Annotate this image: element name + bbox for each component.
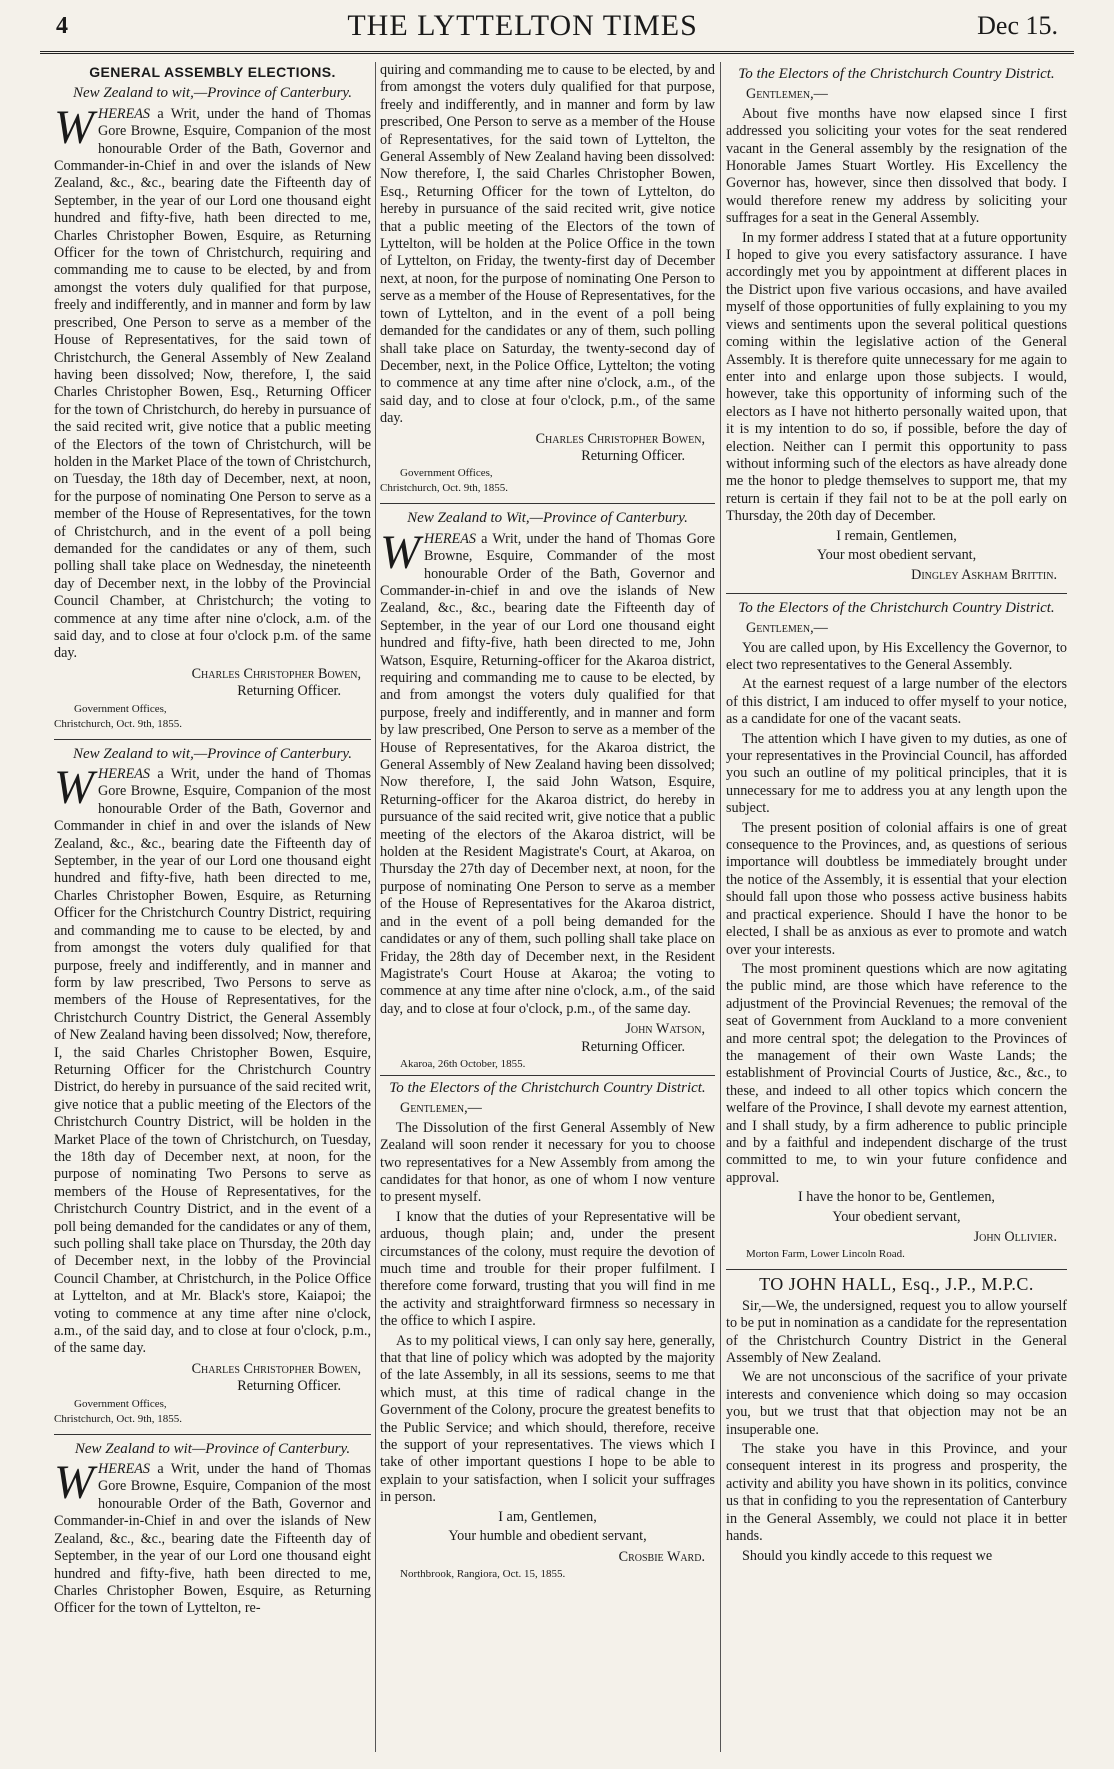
drop-cap: W [380, 525, 420, 579]
notice-lyttelton-continued [380, 62, 715, 495]
address-ollivier [726, 600, 1067, 1262]
signature-title: Returning Officer. [581, 1038, 685, 1055]
notice-footer: Christchurch, Oct. 9th, 1855. [54, 1412, 183, 1425]
notice-footer: Government Offices, [74, 702, 167, 715]
notice-body [54, 1456, 371, 1618]
separator-rule [54, 1434, 371, 1435]
notice-lyttelton-town [54, 1441, 371, 1618]
notice-christchurch-country [54, 746, 371, 1426]
requisition-paragraph: The stake you have in this Province, and your consequent interest in its progress and prosperity, the activity and ability you have shown in its politics, convince us that in confiding to you the representation of Canterbury in the General Assembly, we could not place it in better hands. [726, 1441, 1067, 1545]
signature-title: Returning Officer. [237, 683, 341, 700]
requisition-john-hall [726, 1276, 1067, 1565]
address-heading: To the Electors of the Christchurch Country District. [738, 66, 1055, 82]
closing-line: I am, Gentlemen, [498, 1508, 597, 1525]
address-crosbie-ward [380, 1080, 715, 1581]
address-paragraph: You are called upon, by His Excellency the Governor, to elect two representatives to the General Assembly. [726, 639, 1067, 673]
address-paragraph: The Dissolution of the first General Assembly of New Zealand will soon render it necessary for you to choose two representatives for a New Assembly from among the candidates for that honor, as one of whom I now venture to present myself. [380, 1119, 715, 1206]
drop-cap: W [54, 100, 94, 154]
address-paragraph: About five months have now elapsed since I first addressed you soliciting your votes for the seat rendered vacant in the General assembly by the resignation of the Honorable James Stuart Wortley. His Excellency the Governor has, however, since then dissolved that body. I would therefore renew my address by soliciting your suffrages for a seat in the General Assembly. [726, 105, 1067, 227]
address-paragraph: The most prominent questions which are now agitating the public mind, are those which have reference to the adjustment of the Provincial Revenues; the removal of the seat of Government from Auckland to a more convenient and more central spot; the delegation to the Provinces of the management of their own Waste Lands; the establishment of Provincial Courts of Justice, &c., &c., to these, and indeed to all other topics which concern the welfare of the Province, I shall devote my earnest attention, and I shall study, by a firm adherence to public principle and by a faithful and independent discharge of the trust committed to me, to win your future confidence and approval. [726, 960, 1067, 1186]
issue-date: Dec 15. [977, 11, 1058, 40]
column-3 [726, 62, 1067, 1752]
address-footer: Morton Farm, Lower Lincoln Road. [746, 1248, 905, 1261]
separator-rule [380, 1075, 715, 1076]
section-title: GENERAL ASSEMBLY ELECTIONS. [89, 64, 336, 80]
masthead-rule [40, 51, 1074, 54]
signature: Charles Christopher Bowen, [191, 665, 361, 682]
notice-text: a Writ, under the hand of Thomas Gore Browne, Esquire, Companion of the most honourable Order of the Bath, Governor and Commander-in-Chief in and over the islands of New Zealand, &c., &c., bearing date the Fifteenth day of September, in the year of our Lord one thousand eight hundred and fifty-five, hath been directed to me, Charles Christopher Bowen, Esquire, as Returning Officer for the town of Lyttelton, re- [54, 1461, 371, 1617]
notice-text: a Writ, under the hand of Thomas Gore Browne, Esquire, Companion of the most honourable Order of the Bath, Governor and Commander-in-Chief in and over the islands of New Zealand, &c., &c., bearing date the Fifteenth day of September, in the year of our Lord one thousand eight hundred and fifty-five, hath been directed to me, Charles Christopher Bowen, Esquire, as Returning Officer for the town of Christchurch, requiring and commanding me to cause to be elected, by and from amongst the voters duly qualified for that purpose, freely and indifferently, and in manner and form by law prescribed, One Person to serve as a member of the House of Representatives, for the said town of Christchurch, the General Assembly of New Zealand having been dissolved; Now, therefore, I, the said Charles Christopher Bowen, Esq., Returning Officer for the town of Christchurch, do hereby in pursuance of the said recited writ, give notice that a public meeting of the Electors of the town of Christchurch, will be holden in the Market Place of the town of Christchurch, on Tuesday, the 18th day of December, next, at noon, for the purpose of nominating One Person to serve as a member of the House of Representatives, for the town of Christchurch, and in the event of a poll being demanded for the candidates or any of them, such polling shall take place on Wednesday, the nineteenth day of December next, in the lobby of the Provincial Council Chamber, at Christchurch; the voting to commence at any time after nine o'clock, a.m. of the said day, and to close at four o'clock p.m. of the same day. [54, 105, 371, 662]
notice-footer: Government Offices, [74, 1397, 167, 1410]
signature: Charles Christopher Bowen, [535, 430, 705, 447]
closing-line: Your obedient servant, [832, 1208, 961, 1225]
lead-word: HEREAS [97, 105, 150, 122]
requisition-paragraph: We are not unconscious of the sacrifice of your private interests and convenience which doing so may occasion you, but we trust that that objection may not be an insuperable one. [726, 1369, 1067, 1438]
salutation: Gentlemen,— [746, 86, 828, 103]
lead-word: HEREAS [97, 1461, 150, 1478]
salutation: Gentlemen,— [400, 1100, 482, 1117]
signature-title: Returning Officer. [581, 447, 685, 464]
signature: Charles Christopher Bowen, [191, 1360, 361, 1377]
notice-footer: Akaroa, 26th October, 1855. [400, 1057, 526, 1070]
notice-footer: Christchurch, Oct. 9th, 1855. [54, 717, 183, 730]
notice-body [54, 100, 371, 663]
column-1 [54, 62, 371, 1752]
address-paragraph: At the earnest request of a large number of the electors of this district, I am induced to offer myself to your notice, as a candidate for one of the vacant seats. [726, 676, 1067, 728]
notice-footer: Government Offices, [400, 467, 493, 480]
separator-rule [54, 739, 371, 740]
notice-text: quiring and commanding me to cause to be elected, by and from amongst the voters duly qualified for that purpose, freely and indifferently, and in manner and form by law prescribed, One Person to serve as a member of the House of Representatives, for the said town of Lyttelton, the General Assembly of New Zealand having been dissolved: Now therefore, I, the said Charles Christopher Bowen, Esq., Returning Officer for the town of Lyttelton, do hereby in pursuance of the said recited writ, give notice that a public meeting of the Electors of the town of Lyttelton, will be holden at the Police Office in the town of Lyttelton, on Friday, the twenty-first day of December next, at noon, for the purpose of nominating One Person to serve as a member of the House of Representatives, for the town of Lyttelton, and in the event of a poll being demanded for the candidates or any of them, such polling shall take place on Saturday, the twenty-second day of December, next, in the Police Office, Lyttelton; the voting to commence at any time after nine o'clock, a.m., of the said day, and to close at four o'clock, p.m., of the same day. [380, 62, 715, 427]
address-heading: To the Electors of the Christchurch Country District. [738, 599, 1055, 616]
notice-heading: New Zealand to wit—Province of Canterbury. [74, 1440, 351, 1457]
separator-rule [726, 1269, 1067, 1270]
lead-word: HEREAS [423, 530, 476, 547]
newspaper-title: THE LYTTELTON TIMES [347, 9, 698, 42]
address-footer: Northbrook, Rangiora, Oct. 15, 1855. [400, 1567, 566, 1580]
notice-body [380, 525, 715, 1018]
closing-line: Your most obedient servant, [816, 546, 977, 563]
notice-heading: New Zealand to wit,—Province of Canterbury. [72, 745, 353, 762]
notice-heading: New Zealand to wit,—Province of Canterbury. [72, 85, 353, 102]
lead-word: HEREAS [97, 766, 150, 783]
closing-line: Your humble and obedient servant, [448, 1528, 647, 1545]
signature: John Watson, [625, 1021, 705, 1038]
column-2 [380, 62, 715, 1752]
signature: Crosbie Ward. [618, 1548, 705, 1565]
address-paragraph: The present position of colonial affairs is one of great consequence to the Provinces, and, as questions of serious importance will doubtless be immediately brought under the notice of the Assembly, it is essential that your election should fall upon those who possess active business habits and practical experience. Should I have the honor to be elected, I shall be as anxious as ever to promote and watch over your interests. [726, 819, 1067, 958]
address-brittin [726, 66, 1067, 585]
signature: John Ollivier. [973, 1229, 1057, 1245]
address-paragraph: I know that the duties of your Representative will be arduous, though plain; and, under the present circumstances of the colony, must require the devotion of much time and trouble for their proper fulfilment. I therefore come forward, trusting that you will find in me the activity and straightforward firmness so necessary in the office to which I aspire. [380, 1208, 715, 1330]
address-paragraph: In my former address I stated that at a future opportunity I hoped to give you every satisfactory assurance. I have accordingly met you by appointment at different places in the District upon five various occasions, and have availed myself of those opportunities of fully explaining to you my views and sentiments upon the several political questions coming within the legislative action of the General Assembly. It is therefore quite unnecessary for me again to enter into and enlarge upon those subjects. I would, however, take this opportunity of informing such of the electors as I have not hitherto personally waited upon, that it is my intention to do so, if possible, before the day of election. Neither can I permit this opportunity to pass without informing such of the electors as have already done me the honor to pledge themselves to support me, that my return is certain if they fail not to be at the poll early on Thursday, the 20th day of December. [726, 229, 1067, 525]
closing-line: I remain, Gentlemen, [836, 527, 957, 544]
column-divider [720, 62, 721, 1752]
page-number: 4 [56, 12, 68, 39]
address-heading: To the Electors of the Christchurch Country District. [389, 1079, 706, 1096]
address-paragraph: The attention which I have given to my duties, as one of your representatives in the Provincial Council, has afforded you such an outline of my political principles, that it is unnecessary for me to address you at any length upon the subject. [726, 730, 1067, 817]
closing-line: I have the honor to be, Gentlemen, [798, 1189, 995, 1206]
notice-text: a Writ, under the hand of Thomas Gore Browne, Esquire, Commander of the most honourable Order of the Bath, Governor and Commander-in-chief in and ove the islands of New Zealand, &c., &c., bearing date the Fifteenth day of September, in the year of our Lord one thousand eight hundred and fifty-five, hath been directed to me, John Watson, Esquire, Returning-officer for the Akaroa district, requiring and commanding me to cause to be elected, by and from amongst the voters duly qualified for that purpose, freely and indifferently, and in manner and form by law prescribed, One Person to serve as a member of the House of Representatives, for the Akaroa district, the General Assembly of New Zealand having been dissolved; Now therefore, I, the said John Watson, Esquire, Returning-officer for the Akaroa district, do hereby in pursuance of the said recited writ, give notice that a public meeting of the electors of the Akaroa district, will be holden at the Resident Magistrate's Court, at Akaroa, on Thursday the 27th day of December next, at noon, for the purpose of nominating One Person to serve as a member of the House of Representatives for the Akaroa district, and in the event of a poll being demanded for the candidates or any of them, such polling shall take place on Friday, the 28th day of December next, in the Resident Magistrate's Court House at Akaroa; the voting to commence at any time after nine o'clock, a.m., of the said day, and to close at four o'clock, p.m., of the same day. [380, 530, 715, 1017]
notice-christchurch-town [54, 85, 371, 730]
column-divider [375, 62, 376, 1752]
drop-cap: W [54, 1456, 94, 1510]
address-paragraph: As to my political views, I can only say here, generally, that that line of policy which was adopted by the majority of the late Assembly, in all its sessions, seems to me that which must, at this time of radical change in the Government of the Colony, procure the greatest benefits to the Public Service; and which should, therefore, receive the support of your representatives. The views which I take of other important questions I hope to be able to explain to your satisfaction, when I solicit your suffrages in person. [380, 1332, 715, 1506]
signature: Dingley Askham Brittin. [911, 567, 1057, 584]
requisition-paragraph: Sir,—We, the undersigned, request you to allow yourself to be put in nomination as a candidate for the representation of the Christchurch Country District in the General Assembly of New Zealand. [726, 1297, 1067, 1367]
notice-footer: Christchurch, Oct. 9th, 1855. [380, 482, 509, 495]
notice-text: a Writ, under the hand of Thomas Gore Browne, Esquire, Companion of the most honourable Order of the Bath, Governor and Commander in chief in and over the islands of New Zealand, &c., &c., bearing date the Fifteenth day of September, in the year of our Lord one thousand eight hundred and fifty-five, hath been directed to me, Charles Christopher Bowen, Esquire, as Returning Officer for the Christchurch Country District, requiring and commanding me to cause to be elected, by and from amongst the voters duly qualified for that purpose, freely and indifferently, and in manner and form by law prescribed, Two Persons to serve as members of the House of Representatives, for the Christchurch Country District, the General Assembly of New Zealand having been dissolved; Now, therefore, I, the said Charles Christopher Bowen, Esquire, Returning Officer for the Christchurch Country District, do hereby in pursuance of the said recited writ, give notice that a public meeting of the Electors of the Christchurch Country District, will be holden in the Market Place of the town of Christchurch, on Tuesday, the 18th day of December next, at noon, for the purpose of nominating Two Persons to serve as members of the House of Representatives, for the Christchurch Country District, and in the event of a poll being demanded for the candidates or any of them, such polling shall take place on Thursday, the 20th day of December next, in the lobby of the Provincial Council Chamber, at Christchurch, in the Police Office at Lyttelton, and at Mr. Black's store, Kaiapoi; the voting to commence at any time after nine o'clock, a.m., of the said day, and to close at four o'clock, p.m., of the same day. [54, 766, 371, 1357]
masthead [56, 6, 1058, 46]
notice-heading: New Zealand to Wit,—Province of Canterbury. [407, 510, 688, 527]
requisition-heading: TO JOHN HALL, Esq., J.P., M.P.C. [759, 1274, 1034, 1295]
separator-rule [726, 593, 1067, 594]
signature-title: Returning Officer. [237, 1378, 341, 1395]
notice-akaroa [380, 510, 715, 1071]
drop-cap: W [54, 761, 94, 815]
requisition-paragraph: Should you kindly accede to this request we [742, 1547, 993, 1564]
separator-rule [380, 503, 715, 504]
notice-body [54, 761, 371, 1358]
salutation: Gentlemen,— [746, 620, 828, 637]
